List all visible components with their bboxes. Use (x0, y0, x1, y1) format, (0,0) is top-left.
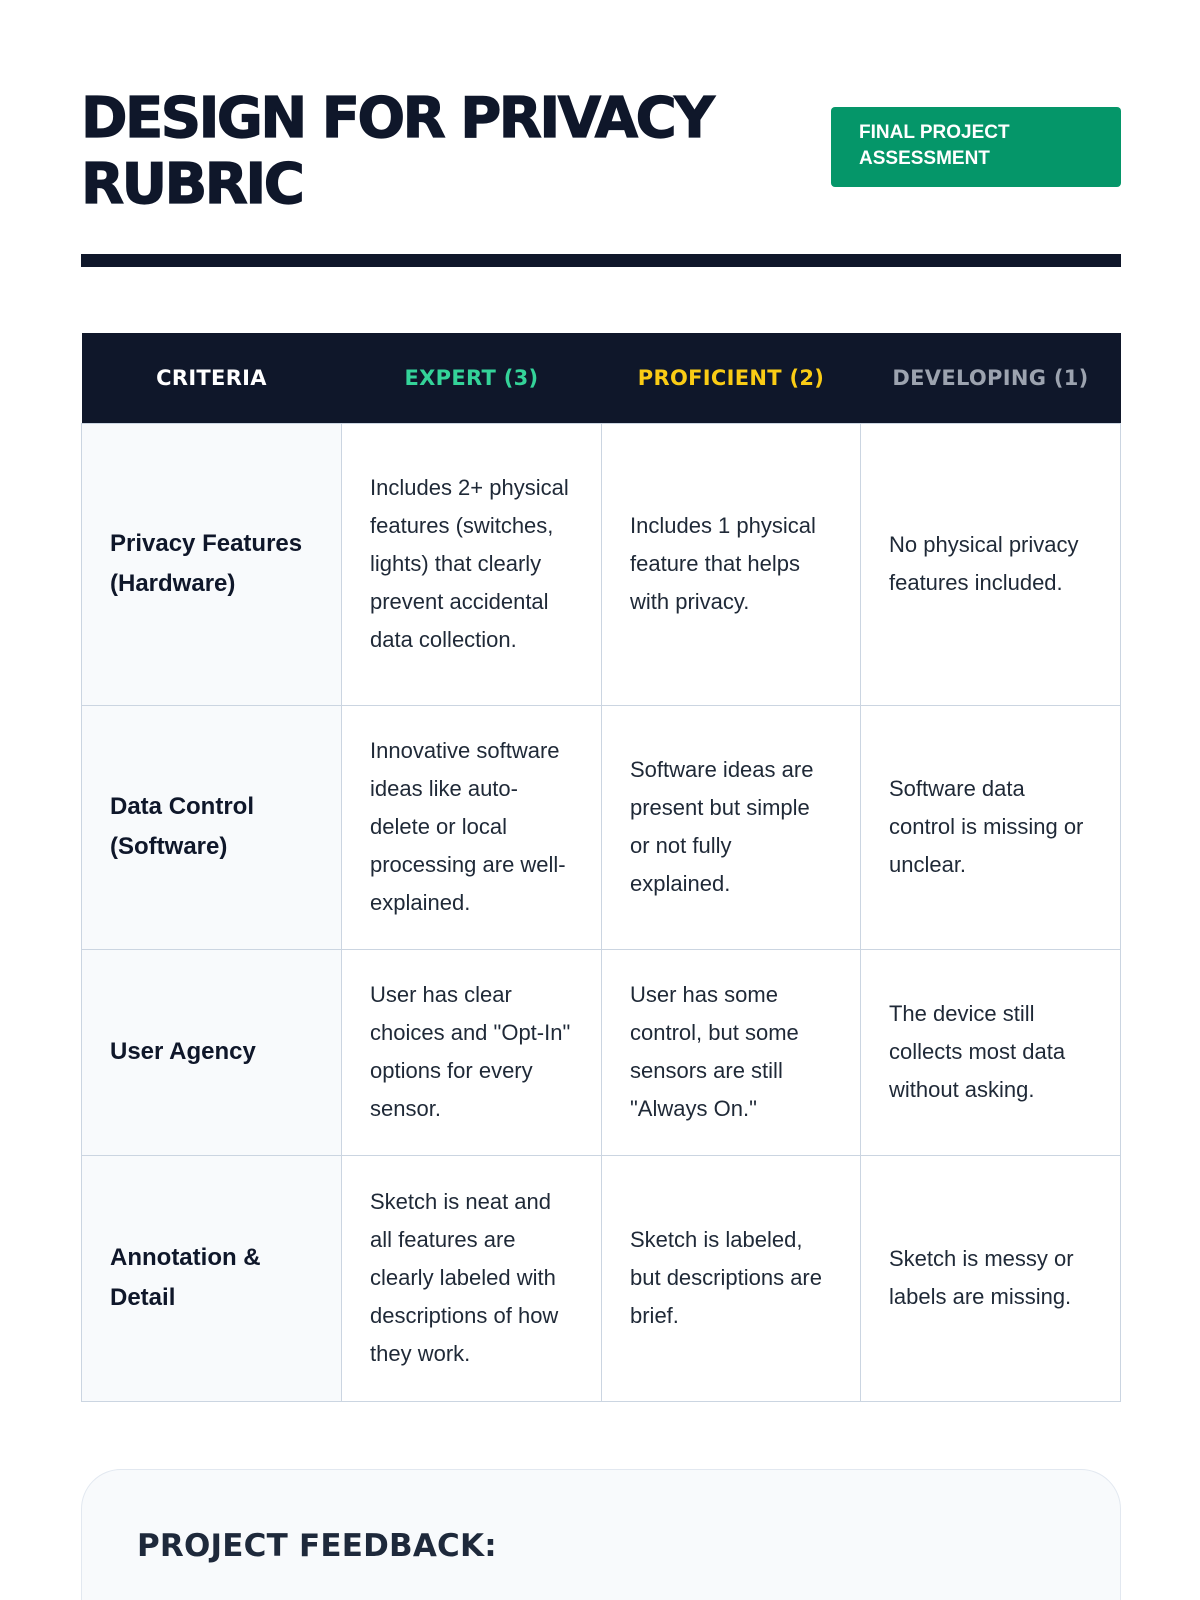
criteria-cell: Annotation & Detail (82, 1155, 342, 1401)
column-header-criteria: CRITERIA (82, 333, 342, 423)
proficient-cell: Includes 1 physical feature that helps with privacy. (602, 423, 861, 705)
criteria-cell: User Agency (82, 949, 342, 1155)
table-row (82, 949, 1121, 1155)
developing-cell: Software data control is missing or unclear. (860, 705, 1120, 949)
feedback-title: PROJECT FEEDBACK: (137, 1528, 497, 1564)
developing-cell: No physical privacy features included. (860, 423, 1120, 705)
expert-cell: Innovative software ideas like auto-delete or local processing are well-explained. (342, 705, 602, 949)
rubric-table (81, 333, 1121, 1402)
page-header (81, 80, 1121, 220)
assessment-badge: FINAL PROJECT ASSESSMENT (831, 107, 1121, 187)
table-row (82, 1155, 1121, 1401)
project-feedback-box (81, 1469, 1121, 1600)
proficient-cell: Sketch is labeled, but descriptions are brief. (602, 1155, 861, 1401)
column-header-developing: DEVELOPING (1) (860, 333, 1120, 423)
developing-cell: The device still collects most data without asking. (860, 949, 1120, 1155)
developing-cell: Sketch is messy or labels are missing. (860, 1155, 1120, 1401)
expert-cell: User has clear choices and "Opt-In" options for every sensor. (342, 949, 602, 1155)
table-row (82, 705, 1121, 949)
expert-cell: Sketch is neat and all features are clearly labeled with descriptions of how they work. (342, 1155, 602, 1401)
proficient-cell: Software ideas are present but simple or not fully explained. (602, 705, 861, 949)
expert-cell: Includes 2+ physical features (switches, lights) that clearly prevent accidental data collection. (342, 423, 602, 705)
column-header-expert: EXPERT (3) (342, 333, 602, 423)
page-title: DESIGN FOR PRIVACY RUBRIC (81, 86, 713, 217)
proficient-cell: User has some control, but some sensors are still "Always On." (602, 949, 861, 1155)
criteria-cell: Privacy Features (Hardware) (82, 423, 342, 705)
column-header-proficient: PROFICIENT (2) (602, 333, 861, 423)
header-divider (81, 254, 1121, 267)
table-row (82, 423, 1121, 705)
table-header-row (82, 333, 1121, 423)
criteria-cell: Data Control (Software) (82, 705, 342, 949)
